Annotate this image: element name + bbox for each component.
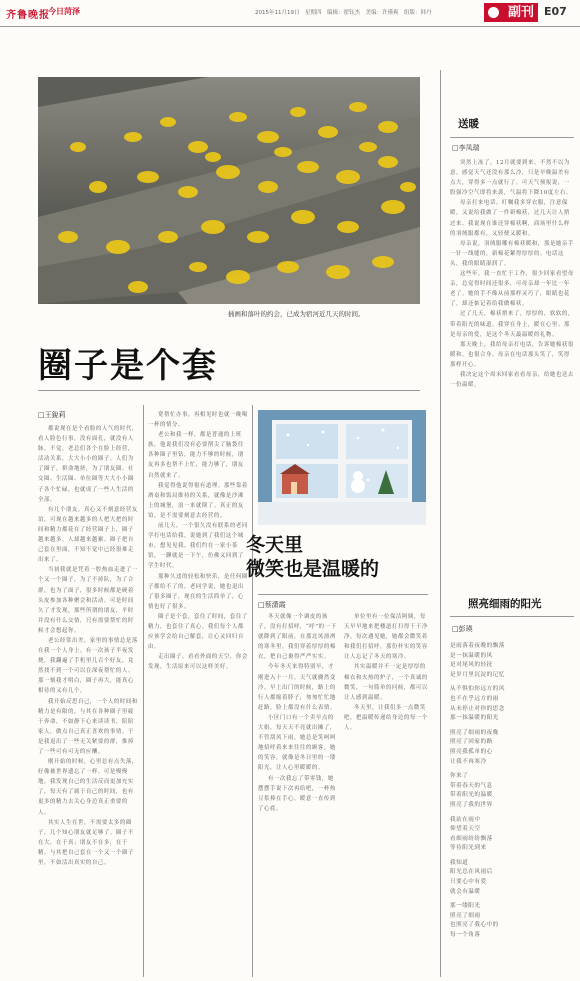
poem-line: 照亮了细雨 <box>450 912 481 919</box>
poem-line: 只要心中有爱 <box>450 879 487 886</box>
paragraph: 有一次我忘了带零钱，她摆摆手说下次再给吧，一杯热豆浆捧在手心，暖意一直传到了心底。 <box>258 775 336 812</box>
paragraph: 过了几天，棉袄捎来了，厚厚的，软软的，带着阳光的味道。我穿在身上，暖在心里。那是母亲的爱，是这个冬天最温暖的礼物。 <box>450 311 574 338</box>
poem-line: 是岁月里沉淀的记忆 <box>450 671 505 678</box>
poem-line: 照亮了回家的路 <box>450 739 493 746</box>
masthead-logo: 齐鲁晚报 <box>6 10 50 21</box>
poem-line: 我知道 <box>450 859 469 866</box>
poem-line: 照亮了细雨的夜晚 <box>450 729 499 736</box>
column-divider <box>252 405 253 977</box>
paragraph: 母亲打来电话，叮嘱我多穿衣服，注意保暖，又说给我做了一件新棉袄，过几天让人捎过来。我说现在谁还穿棉袄啊，商场里什么样的羽绒服都有，又轻便又暖和。 <box>450 200 570 237</box>
article-songnuan-body <box>450 158 574 578</box>
paragraph: 突然上冻了，12月就要到来。不然不以为意，感觉天气还没有那么冷，只是早晚温差有点大，穿得多一点就行了。可天气预报说，一股强冷空气即将来袭，气温将下降10度左右。 <box>450 160 572 197</box>
article-winter-col2 <box>344 612 428 977</box>
paragraph: 我决定这个周末回家看看母亲，给她也送去一份温暖。 <box>450 371 574 389</box>
poem-line: 仰望着天空 <box>450 826 481 833</box>
article-main-col2 <box>148 410 248 979</box>
paragraph: 当初我就是凭着一腔热血走进了一个又一个圈子，为了不掉队，为了合群，也为了面子，很多时候都是硬着头皮参加各种聚会和活动。可是时间久了才发现，那些所谓的朋友，平时并没有什么交情，只有需要帮忙的时候才会想起你。 <box>38 567 138 634</box>
poem-line: 也不在乎远方的雨 <box>450 695 499 702</box>
issue-meta: 2015年11月19日 星期四 编辑：翟钰杰 美编：许瑾爽 组版：韩丹 <box>255 10 432 16</box>
paragraph: 其实温暖并不一定是厚厚的棉衣和火热的炉子，一个真诚的微笑，一句简单的问候，都可以让人感到温暖。 <box>344 664 428 701</box>
paragraph: 宽帮忙办事，再相见时也就一晚喝一杯的情分。 <box>148 412 248 429</box>
title-line-2: 微笑也是温暖的 <box>246 558 380 580</box>
ginkgo-steps-photo <box>38 77 420 304</box>
poem-line: 是对尾风的轻抚 <box>450 662 493 669</box>
paragraph: 刚开始的时候，心里总有点失落，好像被世界遗忘了一样。可是慢慢地，我发现自己的生活反而更加充实了，每天有了属于自己的时间，也有更多的精力去关心身边真正重要的人。 <box>38 759 138 816</box>
poem-line: 那一缕阳光 <box>450 903 481 910</box>
divider <box>450 616 574 617</box>
poem-line: 就会有温暖 <box>450 888 481 895</box>
poem-line: 是雨落着夜晚的飘落 <box>450 643 505 649</box>
poem-title: 照亮细雨的阳光 <box>468 598 542 610</box>
paragraph: 前几天，一个很久没有联系的老同学打电话给我，说她到了我们这个城市，想见见我。我们约在一家小茶馆，一聊就是一下午，仿佛又回到了学生时代。 <box>148 523 248 570</box>
poem-author: □彭瑛 <box>452 625 473 633</box>
poem-line: 我站在雨中 <box>450 816 481 823</box>
paragraph: 那天晚上，我给母亲打电话，告诉她棉袄很暖和，也很合身。母亲在电话那头笑了，笑得那样开心。 <box>450 341 574 368</box>
article-winter-col1 <box>258 612 338 977</box>
photo-caption: 插画和落叶的约会，已成为宿河近几天的时间。 <box>228 310 365 318</box>
poem-line: 每一个角落 <box>450 932 481 939</box>
paragraph: 单位里有一位保洁阿姨，每天早早地来把楼道打扫得干干净净。每次遇见她，她都会微笑着和我们打招呼，那份朴实的笑容让人忘记了冬天的寒冷。 <box>344 614 428 661</box>
page-number: E07 <box>544 5 567 18</box>
snowy-window-art <box>258 410 426 525</box>
paragraph: 有几个朋友，真心又不刻意经营友谊，可现在越来越多的人把大把的时间和精力都花在了经营圈子上，圈子越来越多，人却越来越累。圈子把自己套在里面，不知不觉中已经很难走出来了。 <box>38 506 138 564</box>
divider <box>258 594 428 595</box>
poem-line: 阳光总在风雨后 <box>450 869 493 876</box>
paragraph: 都说现在是个看脸的人气的时代，看人脸色行事，没有面孔，就没有人脉，不觉，老总们各个在脸上经营，活动关系，大大小小的圈子。人们为了圈子，拼命地挤，为了朋友圈、社交圈、生活圈、单位圈等大大小小圈子各个忙碌，也就成了一些人生活的全部。 <box>38 426 138 503</box>
poem-line: 也照亮了我心中的 <box>450 922 499 929</box>
poem-body <box>450 642 574 977</box>
paragraph: 小区门口有一个卖早点的大姐，每天天不亮就出摊了，不管刮风下雨，她总是笑呵呵地招呼着来来往往的顾客。她的笑容，就像是冬日里的一缕阳光，让人心里暖暖的。 <box>258 714 336 772</box>
paragraph: 其实人生在世，不需要太多的圈子，几个知心朋友就足够了。圈子不在大，在于真；朋友不在多，在于精。与其把自己套在一个又一个圈子里，不如活出真实的自己。 <box>38 819 134 867</box>
poem-line: 照亮了我的世界 <box>450 801 493 808</box>
paragraph: 我开始反思自己，一个人的时间和精力是有限的，与其在各种圈子里疲于奔命，不如静下心来读读书，陪陪家人，做点自己真正喜欢的事情。于是我退出了一些无关紧要的群，推掉了一些可有可无的应酬。 <box>38 698 138 755</box>
paragraph: 老公和我一样，都是普通的上班族，他说我们没有必要削尖了脑袋往各种圈子里钻，能力不够的时候，朋友再多也帮不上忙，能力够了，朋友自然就来了。 <box>148 432 244 479</box>
article-title-songnuan: 送暖 <box>458 118 479 130</box>
supplement-badge <box>484 3 538 22</box>
paragraph: 冬天就像一个调皮的孩子，没有打招呼，“呼”的一下就降到了眼前，在那北风凛冽的寒冬里，我们穿着厚厚的棉衣，把自己裹得严严实实。 <box>258 614 337 661</box>
poem-line: 看细雨纷纷飘落 <box>450 835 493 842</box>
author-winter: □蔡潇霞 <box>258 601 286 609</box>
poem-line: 你来了 <box>450 773 469 780</box>
poem-line: 照亮我孤单的心 <box>450 748 493 755</box>
poem-line: 让我不再寒冷 <box>450 758 487 765</box>
divider <box>38 390 420 391</box>
paragraph: 今年冬天来得特别早，才刚进入十一月，天气就骤然变冷。早上出门的时候，路上的行人都缩着脖子，匆匆忙忙地赶路，脸上都没有什么表情。 <box>258 664 336 711</box>
paragraph: 圈子是个套，套住了时间，套住了精力，也套住了真心。我们每个人都应该学会给自己解套，让心灵回归自由。 <box>148 613 248 651</box>
title-line-1: 冬天里 <box>246 534 304 556</box>
article-title-main: 圈子是个套 <box>38 346 218 386</box>
paragraph: 这些年，我一直忙于工作，很少回家看望母亲，总觉得时间还很多，可母亲却一年比一年老了。她的手不像从前那样灵巧了，眼睛也花了，却还惦记着给我做棉袄。 <box>450 271 574 308</box>
column-divider <box>143 405 144 977</box>
poem-line: 从不惧怕你远方的风 <box>450 686 505 693</box>
paragraph: 那种久违的轻松和快乐，是任何圈子都给不了的。老同学说，她也退出了很多圈子，现在的生活简单了，心情也好了很多。 <box>148 573 248 610</box>
supplement-label: 副刊 <box>507 5 534 20</box>
paragraph: 老公经常出差，家里的事情总是落在我一个人身上。有一次孩子半夜发烧，我翻遍了手机里几百个好友，竟然找不到一个可以在深夜帮忙的人。那一刻我才明白，圈子再大，能真心相待的又有几个。 <box>38 637 138 695</box>
paragraph: 走出圈子，看看外面的天空，你会发现，生活原来可以这样美好。 <box>148 654 248 671</box>
section-name: 今日菏泽 <box>48 7 80 16</box>
poem-line: 带着阳光的温暖 <box>450 792 493 799</box>
author-main: □王銳莉 <box>38 411 66 419</box>
winter-window-illustration <box>258 410 426 525</box>
poem-line: 等待阳光到来 <box>450 845 487 852</box>
paragraph: 冬天里，让我们多一点微笑吧，把温暖传递给身边的每一个人。 <box>344 704 428 732</box>
column-divider <box>440 70 441 977</box>
poem-line: 是一抹温暖的风 <box>450 652 493 659</box>
ginkgo-steps-illustration <box>38 77 420 304</box>
poem-line: 那一抹温暖的阳光 <box>450 715 499 722</box>
author-songnuan: □李凤瑞 <box>452 144 480 152</box>
poem-line: 带着春天的气息 <box>450 782 493 789</box>
divider <box>450 137 574 138</box>
poem-line: 从未停止对你的思念 <box>450 705 505 712</box>
paragraph: 我觉得他说得很有道理。那些靠着酒桌和饭局维持的关系，就像是沙滩上的城堡，浪一来就倒了。真正的友谊，是不需要刻意去经营的。 <box>148 482 248 519</box>
article-main-col1 <box>38 424 138 979</box>
paragraph: 母亲说，羽绒服哪有棉袄暖和，那是她亲手一针一线缝的，新棉花絮得厚厚的。电话这头，我的眼睛湿润了。 <box>450 240 574 267</box>
article-title-winter <box>246 533 379 581</box>
